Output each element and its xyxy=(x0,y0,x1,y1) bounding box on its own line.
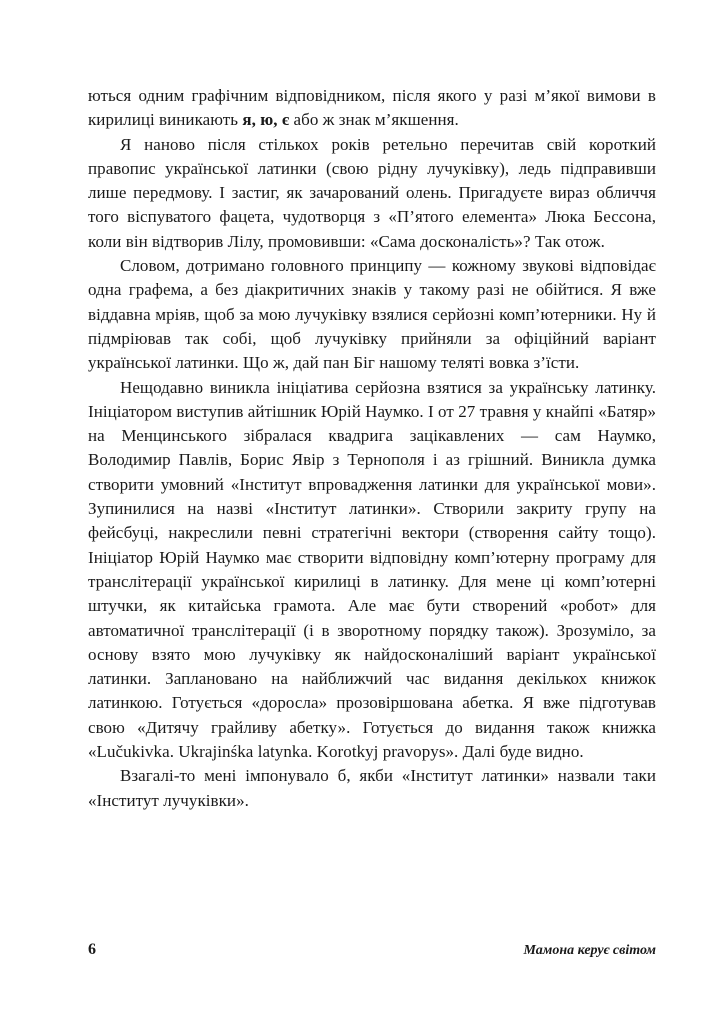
paragraph-2: Я наново після стількох років ретельно перечитав свій короткий правопис української латинки (свою рідну лучуківку), ледь підправивши лише передмову. І застиг, як зачарований олень. Пригадуєте вираз обличчя того віспуватого фацета, чудотворця з «П’ятого елемента» Люка Бессона, коли він відтворив Лілу, промовивши: «Сама досконалість»? Так отож. xyxy=(88,134,656,251)
paragraph-5: Взагалі-то мені імпонувало б, якби «Інститут латинки» назвали таки «Інститут лучуківки». xyxy=(88,766,656,810)
body-text xyxy=(88,84,656,813)
running-title: Мамона керує світом xyxy=(523,943,656,958)
paragraph-1-start: ються одним графічним відповідником, після якого у разі м’якої вимови в кирилиці виникають xyxy=(88,86,656,130)
page-number: 6 xyxy=(88,941,96,958)
paragraph-1-end: або ж знак м’якшення. xyxy=(289,110,459,130)
paragraph-1 xyxy=(88,84,656,133)
paragraph-1-bold-letters: я, ю, є xyxy=(242,110,290,130)
paragraph-4: Нещодавно виникла ініціатива серйозна взятися за українську латинку. Ініціатором виступив айтішник Юрій Наумко. І от 27 травня у кнайпі «Батяр» на Менцинського зібралася квадрига зацікавлених — сам Наумко, Володимир Павлів, Борис Явір з Тернополя і аз грішний. Виникла думка створити умовний «Інститут впровадження латинки для української мови». Зупинилися на назві «Інститут латинки». Створили закриту групу на фейсбуці, накреслили певні стратегічні вектори (створення сайту тощо). Ініціатор Юрій Наумко має створити відповідну комп’ютерну програму для транслітерації української кирилиці в латинку. Для мене ці комп’ютерні штучки, як китайська грамота. Але має бути створений «робот» для автоматичної транслітерації (і в зворотному порядку також). Зрозуміло, за основу взято мою лучуківку як найдосконаліший варіант української латинки. Заплановано на найближчий час видання декількох книжок латинкою. Готується «доросла» прозовіршована абетка. Я вже підготував свою «Дитячу грайливу абетку». Готується до видання також книжка «Lučukivka. Ukrajinśka latynka. Korotkyj pravopys». Далі буде видно. xyxy=(88,377,656,762)
page-footer xyxy=(88,941,656,965)
paragraph-3: Словом, дотримано головного принципу — кожному звукові відповідає одна графема, а без діакритичних знаків у такому разі не обійтися. Я вже віддавна мріяв, щоб за мою лучуківку взялися серйозні комп’ютерники. Ну й підмріював так собі, щоб лучуківку прийняли за офіційний варіант української латинки. Що ж, дай пан Біг нашому теляті вовка з’їсти. xyxy=(88,256,656,373)
